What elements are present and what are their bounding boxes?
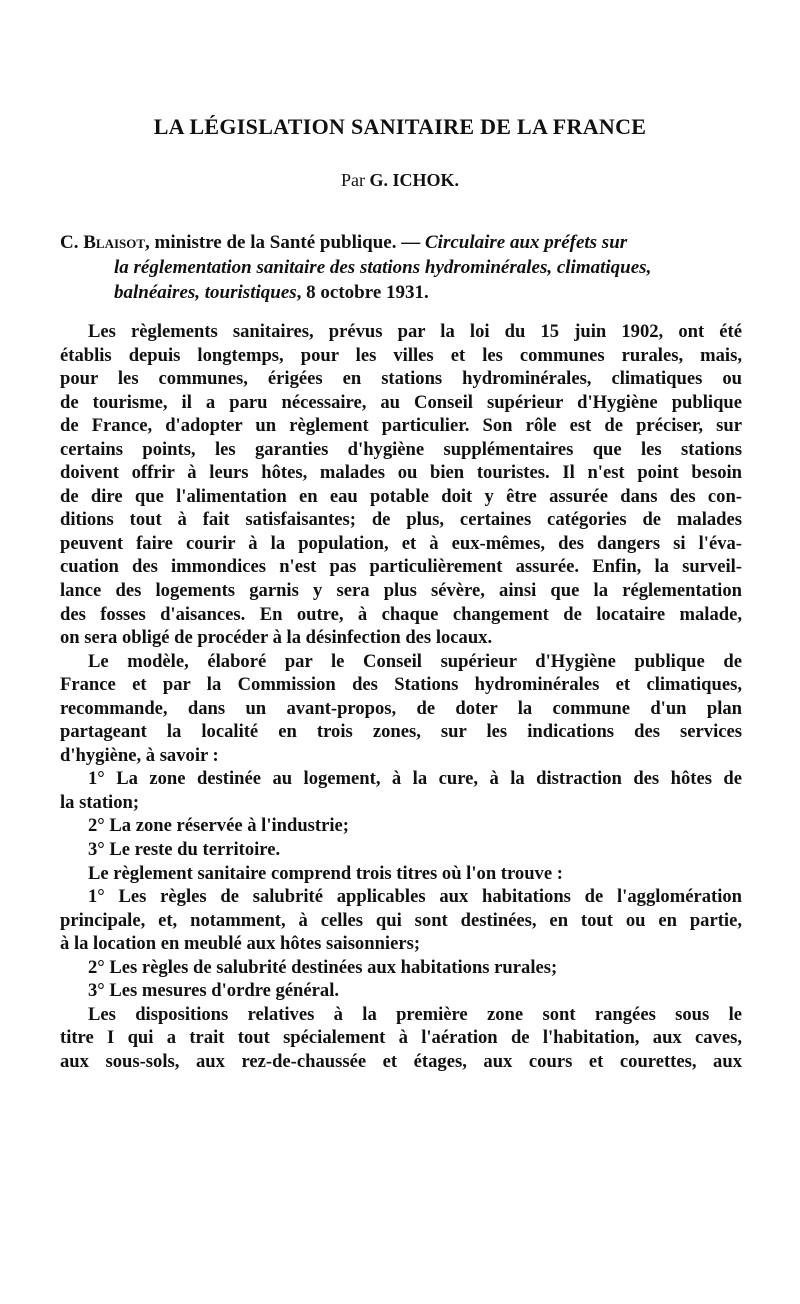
body-line: d'hygiène, à savoir :: [60, 744, 219, 766]
body-line: France et par la Commission des Stations hydrominérales et climatiques,: [60, 674, 742, 696]
citation-role: , ministre de la Santé publique. —: [145, 232, 425, 253]
body-line: lance des logements garnis y sera plus sévère, ainsi que la réglementation: [60, 580, 742, 602]
citation-title-end: balnéaires, touristiques: [114, 282, 297, 303]
body-line: Le règlement sanitaire comprend trois titres où l'on trouve :: [88, 862, 563, 884]
byline-prefix: Par: [340, 170, 365, 190]
body-line: pour les communes, érigées en stations hydrominérales, climatiques ou: [60, 368, 742, 390]
citation-block: [60, 230, 748, 305]
body-line: recommande, dans un avant-propos, de doter la commune d'un plan: [60, 697, 742, 719]
body-line: principale, et, notamment, à celles qui sont destinées, en tout ou en partie,: [60, 909, 742, 931]
body-text: [60, 320, 742, 1074]
body-line: certains points, les garanties d'hygiène supplémentaires que les stations: [60, 438, 742, 460]
citation-line: [60, 230, 748, 255]
body-line: à la location en meublé aux hôtes saisonniers;: [60, 933, 421, 955]
body-line: de tourisme, il a paru nécessaire, au Conseil supérieur d'Hygiène publique: [60, 391, 742, 413]
author-name: G. ICHOK.: [369, 170, 459, 190]
body-line: partageant la localité en trois zones, sur les indications des services: [60, 721, 742, 743]
body-line: cuation des immondices n'est pas particulièrement assurée. Enfin, la surveil-: [60, 556, 742, 578]
list-item: 3° Le reste du territoire.: [88, 839, 281, 861]
body-line: peuvent faire courir à la population, et à eux-mêmes, des dangers si l'éva-: [60, 532, 742, 554]
body-line: établis depuis longtemps, pour les villes et les communes rurales, mais,: [60, 344, 742, 366]
body-line: ditions tout à fait satisfaisantes; de plus, certaines catégories de malades: [60, 509, 742, 531]
citation-line: [60, 280, 748, 305]
body-line: Le modèle, élaboré par le Conseil supérieur d'Hygiène publique de: [88, 650, 742, 672]
body-line: des fosses d'aisances. En outre, à chaque changement de locataire malade,: [60, 603, 742, 625]
list-item: 1° Les règles de salubrité applicables aux habitations de l'agglomération: [88, 886, 742, 908]
byline: [0, 170, 800, 191]
list-item: 2° La zone réservée à l'industrie;: [88, 815, 349, 837]
body-line: de dire que l'alimentation en eau potable doit y être assurée dans des con-: [60, 485, 742, 507]
document-title: LA LÉGISLATION SANITAIRE DE LA FRANCE: [153, 114, 647, 139]
citation-title-start: Circulaire aux préfets sur: [425, 232, 628, 253]
citation-title-middle: la réglementation sanitaire des stations hydrominérales, climatiques,: [114, 257, 652, 278]
body-line: Les règlements sanitaires, prévus par la loi du 15 juin 1902, ont été: [88, 321, 742, 342]
body-line: on sera obligé de procéder à la désinfection des locaux.: [60, 627, 493, 649]
citation-date: , 8 octobre 1931.: [296, 282, 429, 303]
citation-initial: C.: [60, 232, 79, 253]
body-line: de France, d'adopter un règlement particulier. Son rôle est de préciser, sur: [60, 415, 742, 437]
citation-surname: Blaisot: [83, 232, 146, 253]
list-item: 2° Les règles de salubrité destinées aux habitations rurales;: [88, 956, 558, 978]
body-line: aux sous-sols, aux rez-de-chaussée et étages, aux cours et courettes, aux: [60, 1050, 742, 1072]
body-line: titre I qui a trait tout spécialement à l'aération de l'habitation, aux caves,: [60, 1027, 742, 1049]
body-line: la station;: [60, 791, 140, 813]
list-item: 3° Les mesures d'ordre général.: [88, 980, 340, 1002]
list-item: 1° La zone destinée au logement, à la cure, à la distraction des hôtes de: [88, 768, 742, 790]
body-line: doivent offrir à leurs hôtes, malades ou bien touristes. Il n'est point besoin: [60, 462, 742, 484]
body-line: Les dispositions relatives à la première zone sont rangées sous le: [88, 1003, 742, 1025]
citation-line: [60, 255, 748, 280]
